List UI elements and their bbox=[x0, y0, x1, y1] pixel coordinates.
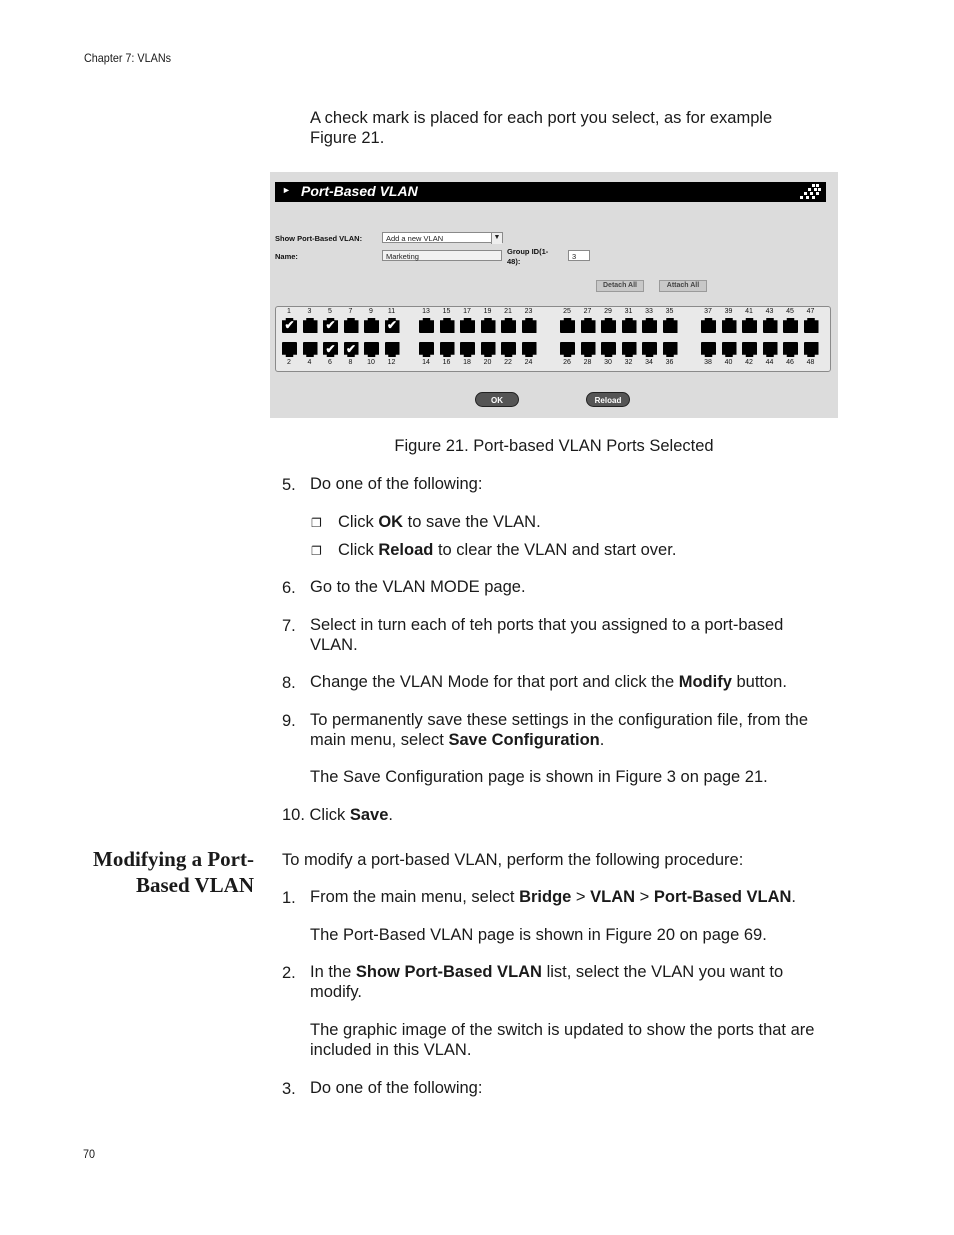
port-3[interactable] bbox=[303, 318, 318, 333]
figure-title-bar bbox=[275, 182, 826, 202]
detach-all-button[interactable]: Detach All bbox=[596, 280, 644, 292]
port-number-label: 14 bbox=[422, 359, 430, 366]
ok-button[interactable]: OK bbox=[475, 392, 519, 407]
port-number-label: 43 bbox=[765, 308, 774, 315]
port-number-label: 12 bbox=[387, 359, 396, 366]
port-24[interactable] bbox=[522, 342, 537, 357]
port-number-label: 4 bbox=[307, 359, 312, 366]
step-8: Change the VLAN Mode for that port and click the Modify button. bbox=[310, 673, 787, 691]
port-number-label: 36 bbox=[665, 359, 674, 366]
checkbox-bullet-icon: ❐ bbox=[311, 544, 322, 558]
step-number: 7. bbox=[282, 617, 296, 635]
section-heading: Modifying a Port- Based VLAN bbox=[93, 847, 254, 897]
port-number-label: 24 bbox=[524, 359, 533, 366]
reload-button[interactable]: Reload bbox=[586, 392, 630, 407]
group-id-field[interactable]: 3 bbox=[568, 250, 590, 261]
port-42[interactable] bbox=[742, 342, 757, 357]
port-30[interactable] bbox=[601, 342, 616, 357]
checkmark-icon: ✔ bbox=[325, 318, 336, 332]
port-number-label: 8 bbox=[348, 359, 353, 366]
port-number-label: 28 bbox=[583, 359, 592, 366]
port-44[interactable] bbox=[763, 342, 778, 357]
port-20[interactable] bbox=[481, 342, 496, 357]
port-16[interactable] bbox=[440, 342, 455, 357]
port-46[interactable] bbox=[783, 342, 798, 357]
checkmark-icon: ✔ bbox=[325, 342, 336, 356]
running-header: Chapter 7: VLANs bbox=[84, 51, 172, 65]
port-number-label: 30 bbox=[604, 359, 612, 366]
port-15[interactable] bbox=[440, 318, 455, 333]
port-number-label: 19 bbox=[483, 308, 492, 315]
step-6: Go to the VLAN MODE page. bbox=[310, 578, 526, 596]
port-number-label: 6 bbox=[328, 359, 332, 366]
port-number-label: 32 bbox=[624, 359, 633, 366]
port-number-label: 40 bbox=[724, 359, 733, 366]
port-18[interactable] bbox=[460, 342, 475, 357]
port-number-label: 2 bbox=[287, 359, 291, 366]
port-number-label: 22 bbox=[504, 359, 512, 366]
port-number-label: 29 bbox=[604, 308, 612, 315]
port-number-label: 23 bbox=[524, 308, 533, 315]
port-number-label: 38 bbox=[704, 359, 712, 366]
checkbox-bullet-icon: ❐ bbox=[311, 516, 322, 530]
port-45[interactable] bbox=[783, 318, 798, 333]
port-19[interactable] bbox=[481, 318, 496, 333]
arrow-icon: ► bbox=[282, 185, 291, 195]
step-number: 6. bbox=[282, 579, 296, 597]
step-7: Select in turn each of teh ports that you assigned to a port-based VLAN. bbox=[310, 616, 784, 654]
port-number-label: 5 bbox=[328, 308, 332, 315]
step-number: 2. bbox=[282, 964, 296, 982]
port-37[interactable] bbox=[701, 318, 716, 333]
logo-icon bbox=[796, 182, 822, 202]
port-number-label: 1 bbox=[287, 308, 291, 315]
group-id-label: Group ID(1-48): bbox=[507, 247, 549, 266]
port-number-label: 31 bbox=[624, 308, 633, 315]
port-number-label: 37 bbox=[704, 308, 712, 315]
bullet-reload: Click Reload to clear the VLAN and start over. bbox=[338, 541, 677, 559]
port-number-label: 17 bbox=[463, 308, 471, 315]
port-13[interactable] bbox=[419, 318, 434, 333]
port-28[interactable] bbox=[581, 342, 596, 357]
port-10[interactable] bbox=[364, 342, 379, 357]
port-number-label: 26 bbox=[563, 359, 571, 366]
port-27[interactable] bbox=[581, 318, 596, 333]
section-step-2-note: The graphic image of the switch is updated to show the ports that are included in this VLAN. bbox=[310, 1021, 815, 1059]
port-12[interactable] bbox=[385, 342, 400, 357]
bullet-ok: Click OK to save the VLAN. bbox=[338, 513, 541, 531]
port-based-vlan-figure bbox=[270, 172, 838, 418]
port-number-label: 21 bbox=[504, 308, 512, 315]
section-step-1: From the main menu, select Bridge > VLAN > Port-Based VLAN. bbox=[310, 888, 797, 906]
port-35[interactable] bbox=[663, 318, 678, 333]
port-number-label: 46 bbox=[786, 359, 794, 366]
port-32[interactable] bbox=[622, 342, 637, 357]
page-number: 70 bbox=[83, 1147, 96, 1161]
port-number-label: 18 bbox=[463, 359, 471, 366]
port-number-label: 3 bbox=[307, 308, 312, 315]
checkmark-icon: ✔ bbox=[386, 318, 398, 332]
port-39[interactable] bbox=[722, 318, 737, 333]
port-number-label: 7 bbox=[348, 308, 353, 315]
attach-all-button[interactable]: Attach All bbox=[659, 280, 707, 292]
port-number-label: 25 bbox=[563, 308, 571, 315]
port-number-label: 48 bbox=[806, 359, 815, 366]
port-number-label: 47 bbox=[806, 308, 815, 315]
section-step-2: In the Show Port-Based VLAN list, select the VLAN you want to modify. bbox=[310, 963, 784, 1001]
port-38[interactable] bbox=[701, 342, 716, 357]
checkmark-icon: ✔ bbox=[284, 318, 295, 332]
step-9-note: The Save Configuration page is shown in Figure 3 on page 21. bbox=[310, 768, 768, 786]
port-26[interactable] bbox=[560, 342, 575, 357]
port-29[interactable] bbox=[601, 318, 616, 333]
step-10: 10. Click Save. bbox=[282, 806, 393, 824]
port-number-label: 20 bbox=[483, 359, 492, 366]
port-number-label: 42 bbox=[745, 359, 753, 366]
port-43[interactable] bbox=[763, 318, 778, 333]
step-number: 1. bbox=[282, 889, 296, 907]
port-number-label: 13 bbox=[422, 308, 430, 315]
intro-paragraph: A check mark is placed for each port you select, as for example Figure 21. bbox=[310, 109, 773, 147]
figure-caption: Figure 21. Port-based VLAN Ports Selected bbox=[394, 437, 714, 455]
port-number-label: 27 bbox=[583, 308, 592, 315]
show-vlan-select[interactable] bbox=[382, 232, 503, 243]
port-number-label: 9 bbox=[369, 308, 373, 315]
port-number-label: 10 bbox=[367, 359, 375, 366]
checkmark-icon: ✔ bbox=[345, 342, 357, 356]
port-40[interactable] bbox=[722, 342, 737, 357]
port-25[interactable] bbox=[560, 318, 575, 333]
port-31[interactable] bbox=[622, 318, 637, 333]
port-48[interactable] bbox=[804, 342, 819, 357]
port-33[interactable] bbox=[642, 318, 657, 333]
port-2[interactable] bbox=[282, 342, 297, 357]
show-vlan-value: Add a new VLAN bbox=[386, 234, 444, 243]
show-vlan-label: Show Port-Based VLAN: bbox=[275, 234, 363, 243]
port-23[interactable] bbox=[522, 318, 537, 333]
port-number-label: 35 bbox=[665, 308, 674, 315]
step-number: 8. bbox=[282, 674, 296, 692]
figure-title: Port-Based VLAN bbox=[301, 183, 418, 199]
port-22[interactable] bbox=[501, 342, 516, 357]
step-9: To permanently save these settings in the configuration file, from the main menu, select Save Configuration. bbox=[310, 711, 809, 749]
section-step-1-note: The Port-Based VLAN page is shown in Figure 20 on page 69. bbox=[310, 926, 767, 944]
name-field[interactable]: Marketing bbox=[382, 250, 502, 261]
section-step-3: Do one of the following: bbox=[310, 1079, 483, 1097]
name-label: Name: bbox=[275, 252, 298, 261]
port-7[interactable] bbox=[344, 318, 359, 333]
port-number-label: 33 bbox=[645, 308, 653, 315]
port-21[interactable] bbox=[501, 318, 516, 333]
chevron-down-icon[interactable]: ▼ bbox=[491, 233, 502, 244]
switch-port-panel bbox=[275, 306, 831, 372]
port-number-label: 34 bbox=[645, 359, 653, 366]
port-36[interactable] bbox=[663, 342, 678, 357]
port-9[interactable] bbox=[364, 318, 379, 333]
step-number: 3. bbox=[282, 1080, 296, 1098]
port-number-label: 45 bbox=[786, 308, 794, 315]
port-number-label: 16 bbox=[442, 359, 451, 366]
port-17[interactable] bbox=[460, 318, 475, 333]
port-number-label: 44 bbox=[765, 359, 774, 366]
port-4[interactable] bbox=[303, 342, 318, 357]
port-34[interactable] bbox=[642, 342, 657, 357]
step-5: Do one of the following: bbox=[310, 475, 483, 493]
port-14[interactable] bbox=[419, 342, 434, 357]
port-number-label: 41 bbox=[745, 308, 753, 315]
port-47[interactable] bbox=[804, 318, 819, 333]
step-number: 9. bbox=[282, 712, 296, 730]
port-number-label: 11 bbox=[387, 308, 396, 315]
step-number: 5. bbox=[282, 476, 296, 494]
port-41[interactable] bbox=[742, 318, 757, 333]
port-number-label: 39 bbox=[724, 308, 733, 315]
port-number-label: 15 bbox=[442, 308, 451, 315]
section-intro: To modify a port-based VLAN, perform the following procedure: bbox=[282, 851, 744, 869]
